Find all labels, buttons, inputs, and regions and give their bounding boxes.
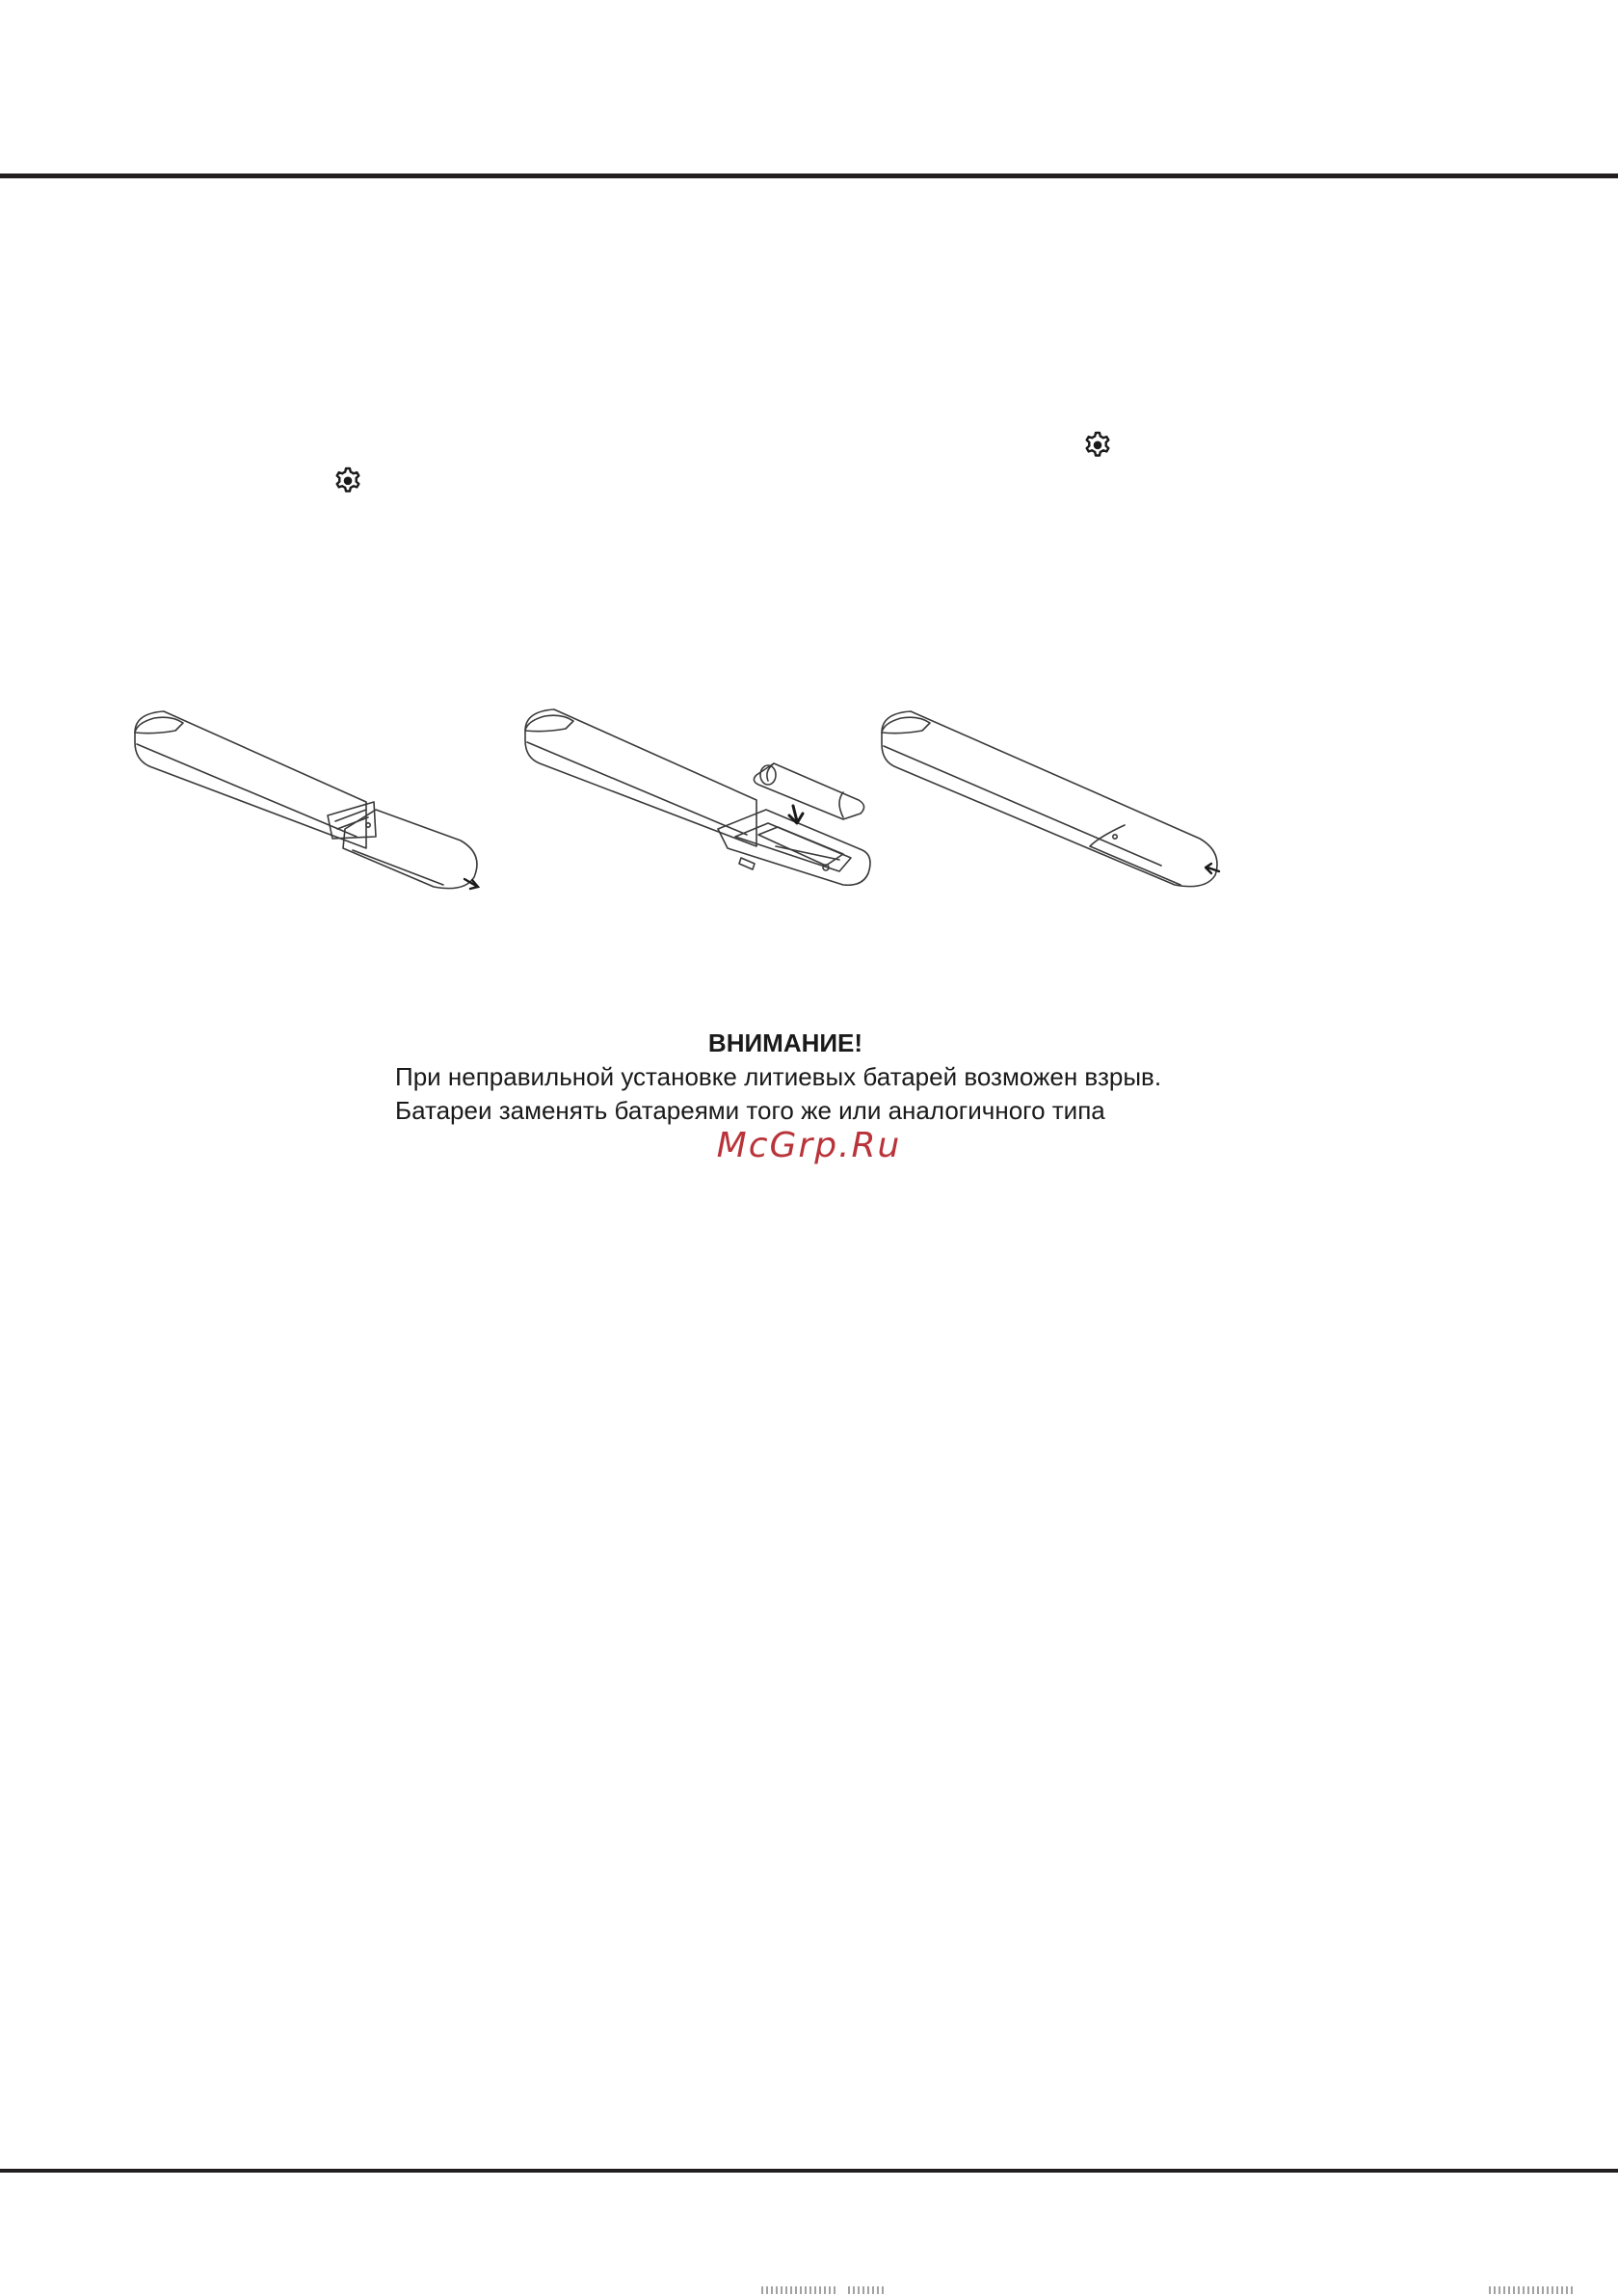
warning-line-1: При неправильной установке литиевых батарей возможен взрыв. [395,1062,1162,1091]
footer-crop-marks [1489,2286,1576,2294]
remote-close-cover-illustration [872,694,1258,916]
warning-line-2: Батареи заменять батареями того же или аналогичного типа [395,1096,1105,1125]
warning-block [395,1027,1233,1128]
remote-insert-batteries-illustration [516,694,901,916]
top-rule [0,174,1618,178]
gear-icon [1083,431,1112,460]
battery-installed [758,827,843,866]
gear-icon [333,467,362,495]
remote-body [882,711,1217,887]
footer-crop-marks [761,2286,838,2294]
warning-title: ВНИМАНИЕ! [707,1028,863,1057]
watermark: McGrp.Ru [716,1126,902,1165]
footer-crop-marks [848,2286,887,2294]
remote-open-cover-illustration [125,694,491,916]
bottom-rule [0,2169,1618,2173]
remote-back-cover [343,810,477,889]
